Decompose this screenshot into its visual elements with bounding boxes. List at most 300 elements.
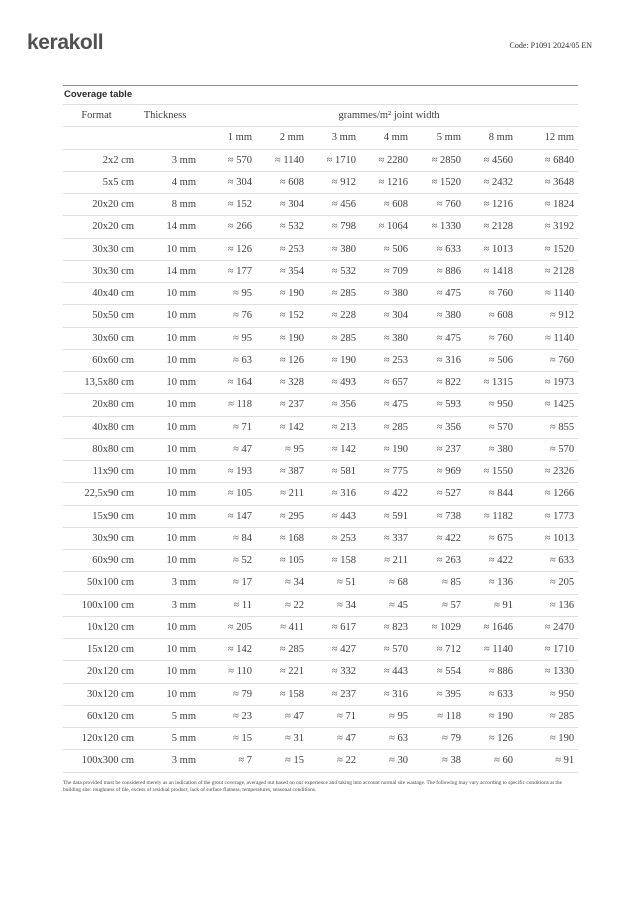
coverage-section: [63, 85, 578, 794]
coverage-cell: ≈ 1315: [465, 372, 517, 394]
coverage-cell: ≈ 105: [256, 550, 308, 572]
coverage-cell: ≈ 617: [308, 616, 360, 638]
coverage-cell: ≈ 422: [465, 550, 517, 572]
table-row: [63, 438, 578, 460]
joint-width-header: 8 mm: [465, 127, 517, 149]
table-row: [63, 171, 578, 193]
coverage-cell: ≈ 47: [308, 728, 360, 750]
table-row: [63, 416, 578, 438]
format-cell: 11x90 cm: [63, 461, 138, 483]
coverage-cell: ≈ 193: [200, 461, 256, 483]
coverage-cell: ≈ 822: [412, 372, 465, 394]
coverage-cell: ≈ 844: [465, 483, 517, 505]
joint-width-header: 12 mm: [517, 127, 578, 149]
table-row: [63, 594, 578, 616]
table-row: [63, 372, 578, 394]
coverage-cell: ≈ 152: [256, 305, 308, 327]
thickness-cell: 3 mm: [138, 594, 200, 616]
thickness-cell: 14 mm: [138, 216, 200, 238]
format-cell: 60x60 cm: [63, 349, 138, 371]
joint-width-header-row: [63, 127, 578, 149]
coverage-cell: ≈ 91: [465, 594, 517, 616]
coverage-cell: ≈ 380: [360, 283, 412, 305]
coverage-cell: ≈ 22: [308, 750, 360, 772]
coverage-cell: ≈ 285: [308, 327, 360, 349]
coverage-cell: ≈ 316: [308, 483, 360, 505]
coverage-cell: ≈ 205: [517, 572, 578, 594]
coverage-cell: ≈ 380: [360, 327, 412, 349]
coverage-cell: ≈ 304: [360, 305, 412, 327]
coverage-cell: ≈ 1182: [465, 505, 517, 527]
coverage-cell: ≈ 6840: [517, 149, 578, 171]
coverage-cell: ≈ 221: [256, 661, 308, 683]
coverage-cell: ≈ 11: [200, 594, 256, 616]
format-cell: 40x40 cm: [63, 283, 138, 305]
coverage-cell: ≈ 304: [256, 194, 308, 216]
coverage-cell: ≈ 190: [308, 349, 360, 371]
coverage-cell: ≈ 950: [465, 394, 517, 416]
coverage-cell: ≈ 475: [360, 394, 412, 416]
format-cell: 120x120 cm: [63, 728, 138, 750]
coverage-cell: ≈ 532: [308, 260, 360, 282]
coverage-cell: ≈ 380: [308, 238, 360, 260]
format-cell: 50x50 cm: [63, 305, 138, 327]
coverage-cell: ≈ 1710: [308, 149, 360, 171]
format-cell: 80x80 cm: [63, 438, 138, 460]
coverage-cell: ≈ 1425: [517, 394, 578, 416]
coverage-cell: ≈ 886: [465, 661, 517, 683]
coverage-cell: ≈ 34: [256, 572, 308, 594]
coverage-cell: ≈ 380: [412, 305, 465, 327]
table-title: Coverage table: [63, 85, 578, 104]
thickness-cell: 10 mm: [138, 683, 200, 705]
coverage-cell: ≈ 126: [465, 728, 517, 750]
coverage-cell: ≈ 68: [360, 572, 412, 594]
format-cell: 20x120 cm: [63, 661, 138, 683]
thickness-cell: 10 mm: [138, 461, 200, 483]
coverage-cell: ≈ 17: [200, 572, 256, 594]
coverage-cell: ≈ 177: [200, 260, 256, 282]
coverage-cell: ≈ 356: [308, 394, 360, 416]
thickness-cell: 10 mm: [138, 639, 200, 661]
thickness-cell: 10 mm: [138, 527, 200, 549]
coverage-cell: ≈ 79: [412, 728, 465, 750]
table-row: [63, 505, 578, 527]
empty-header-cell: [63, 127, 138, 149]
coverage-cell: ≈ 1773: [517, 505, 578, 527]
format-cell: 30x90 cm: [63, 527, 138, 549]
coverage-cell: ≈ 356: [412, 416, 465, 438]
coverage-cell: ≈ 2470: [517, 616, 578, 638]
table-row: [63, 149, 578, 171]
coverage-cell: ≈ 316: [412, 349, 465, 371]
coverage-cell: ≈ 79: [200, 683, 256, 705]
format-cell: 100x300 cm: [63, 750, 138, 772]
coverage-cell: ≈ 30: [360, 750, 412, 772]
coverage-cell: ≈ 570: [465, 416, 517, 438]
coverage-cell: ≈ 1710: [517, 639, 578, 661]
thickness-cell: 10 mm: [138, 483, 200, 505]
coverage-cell: ≈ 506: [465, 349, 517, 371]
table-row: [63, 461, 578, 483]
coverage-cell: ≈ 285: [360, 416, 412, 438]
coverage-cell: ≈ 190: [256, 327, 308, 349]
coverage-cell: ≈ 190: [465, 705, 517, 727]
coverage-cell: ≈ 253: [256, 238, 308, 260]
coverage-cell: ≈ 1646: [465, 616, 517, 638]
coverage-cell: ≈ 1140: [256, 149, 308, 171]
coverage-cell: ≈ 328: [256, 372, 308, 394]
thickness-cell: 8 mm: [138, 194, 200, 216]
table-row: [63, 238, 578, 260]
coverage-cell: ≈ 95: [360, 705, 412, 727]
coverage-cell: ≈ 205: [200, 616, 256, 638]
thickness-cell: 3 mm: [138, 750, 200, 772]
coverage-cell: ≈ 142: [256, 416, 308, 438]
table-row: [63, 260, 578, 282]
coverage-cell: ≈ 475: [412, 283, 465, 305]
thickness-cell: 10 mm: [138, 438, 200, 460]
coverage-cell: ≈ 456: [308, 194, 360, 216]
thickness-cell: 10 mm: [138, 661, 200, 683]
coverage-cell: ≈ 608: [465, 305, 517, 327]
format-cell: 10x120 cm: [63, 616, 138, 638]
table-row: [63, 661, 578, 683]
coverage-cell: ≈ 760: [517, 349, 578, 371]
table-row: [63, 616, 578, 638]
coverage-cell: ≈ 422: [360, 483, 412, 505]
thickness-cell: 3 mm: [138, 149, 200, 171]
table-row: [63, 728, 578, 750]
coverage-cell: ≈ 316: [360, 683, 412, 705]
coverage-cell: ≈ 266: [200, 216, 256, 238]
coverage-cell: ≈ 527: [412, 483, 465, 505]
coverage-cell: ≈ 2280: [360, 149, 412, 171]
footnote: The data provided must be considered merely as an indication of the grout coverage, averaged out based on our experience and taking into account normal site wastage. The following may vary according to specific conditions at the building site: roughness of tile, excess of residual product, lack of surface flatness, temperatures, seasonal conditions.: [63, 779, 562, 793]
coverage-cell: ≈ 1520: [412, 171, 465, 193]
coverage-cell: ≈ 136: [517, 594, 578, 616]
coverage-cell: ≈ 608: [360, 194, 412, 216]
coverage-cell: ≈ 126: [256, 349, 308, 371]
coverage-cell: ≈ 285: [517, 705, 578, 727]
coverage-cell: ≈ 2850: [412, 149, 465, 171]
coverage-cell: ≈ 395: [412, 683, 465, 705]
coverage-cell: ≈ 47: [200, 438, 256, 460]
coverage-cell: ≈ 147: [200, 505, 256, 527]
coverage-cell: ≈ 675: [465, 527, 517, 549]
thickness-cell: 10 mm: [138, 394, 200, 416]
joint-width-header: 2 mm: [256, 127, 308, 149]
coverage-cell: ≈ 337: [360, 527, 412, 549]
thickness-cell: 5 mm: [138, 728, 200, 750]
thickness-cell: 5 mm: [138, 705, 200, 727]
coverage-cell: ≈ 760: [465, 327, 517, 349]
coverage-cell: ≈ 1973: [517, 372, 578, 394]
format-cell: 20x20 cm: [63, 216, 138, 238]
coverage-cell: ≈ 823: [360, 616, 412, 638]
table-row: [63, 327, 578, 349]
coverage-cell: ≈ 2326: [517, 461, 578, 483]
coverage-cell: ≈ 443: [308, 505, 360, 527]
coverage-cell: ≈ 31: [256, 728, 308, 750]
coverage-cell: ≈ 85: [412, 572, 465, 594]
table-row: [63, 572, 578, 594]
coverage-cell: ≈ 253: [360, 349, 412, 371]
coverage-cell: ≈ 581: [308, 461, 360, 483]
format-cell: 20x20 cm: [63, 194, 138, 216]
coverage-cell: ≈ 190: [517, 728, 578, 750]
coverage-cell: ≈ 15: [256, 750, 308, 772]
joint-width-header: 4 mm: [360, 127, 412, 149]
coverage-cell: ≈ 118: [200, 394, 256, 416]
coverage-cell: ≈ 110: [200, 661, 256, 683]
coverage-cell: ≈ 45: [360, 594, 412, 616]
coverage-cell: ≈ 7: [200, 750, 256, 772]
table-row: [63, 750, 578, 772]
coverage-cell: ≈ 633: [517, 550, 578, 572]
coverage-cell: ≈ 95: [200, 327, 256, 349]
coverage-cell: ≈ 912: [517, 305, 578, 327]
table-row: [63, 639, 578, 661]
coverage-cell: ≈ 633: [412, 238, 465, 260]
thickness-cell: 10 mm: [138, 505, 200, 527]
coverage-cell: ≈ 237: [256, 394, 308, 416]
coverage-cell: ≈ 532: [256, 216, 308, 238]
coverage-cell: ≈ 2128: [465, 216, 517, 238]
table-row: [63, 305, 578, 327]
coverage-cell: ≈ 105: [200, 483, 256, 505]
coverage-cell: ≈ 47: [256, 705, 308, 727]
coverage-cell: ≈ 91: [517, 750, 578, 772]
coverage-cell: ≈ 332: [308, 661, 360, 683]
table-row: [63, 216, 578, 238]
coverage-cell: ≈ 709: [360, 260, 412, 282]
coverage-cell: ≈ 570: [517, 438, 578, 460]
coverage-cell: ≈ 76: [200, 305, 256, 327]
coverage-cell: ≈ 760: [465, 283, 517, 305]
table-row: [63, 483, 578, 505]
coverage-cell: ≈ 118: [412, 705, 465, 727]
coverage-cell: ≈ 1266: [517, 483, 578, 505]
coverage-cell: ≈ 380: [465, 438, 517, 460]
coverage-cell: ≈ 63: [200, 349, 256, 371]
format-cell: 22,5x90 cm: [63, 483, 138, 505]
format-cell: 2x2 cm: [63, 149, 138, 171]
coverage-cell: ≈ 1216: [360, 171, 412, 193]
coverage-cell: ≈ 158: [256, 683, 308, 705]
coverage-cell: ≈ 1418: [465, 260, 517, 282]
coverage-cell: ≈ 71: [308, 705, 360, 727]
coverage-cell: ≈ 1013: [465, 238, 517, 260]
coverage-cell: ≈ 95: [200, 283, 256, 305]
coverage-cell: ≈ 1140: [517, 327, 578, 349]
coverage-cell: ≈ 63: [360, 728, 412, 750]
coverage-cell: ≈ 23: [200, 705, 256, 727]
coverage-cell: ≈ 1140: [517, 283, 578, 305]
coverage-cell: ≈ 738: [412, 505, 465, 527]
thickness-cell: 4 mm: [138, 171, 200, 193]
format-cell: 15x120 cm: [63, 639, 138, 661]
coverage-cell: ≈ 1330: [412, 216, 465, 238]
format-cell: 60x90 cm: [63, 550, 138, 572]
coverage-cell: ≈ 1330: [517, 661, 578, 683]
coverage-cell: ≈ 554: [412, 661, 465, 683]
coverage-cell: ≈ 443: [360, 661, 412, 683]
coverage-cell: ≈ 136: [465, 572, 517, 594]
coverage-cell: ≈ 142: [200, 639, 256, 661]
coverage-cell: ≈ 15: [200, 728, 256, 750]
column-header-format: Format: [63, 105, 138, 127]
table-row: [63, 283, 578, 305]
format-cell: 15x90 cm: [63, 505, 138, 527]
coverage-cell: ≈ 855: [517, 416, 578, 438]
coverage-cell: ≈ 593: [412, 394, 465, 416]
format-cell: 40x80 cm: [63, 416, 138, 438]
coverage-cell: ≈ 22: [256, 594, 308, 616]
coverage-cell: ≈ 1013: [517, 527, 578, 549]
format-cell: 100x100 cm: [63, 594, 138, 616]
coverage-cell: ≈ 760: [412, 194, 465, 216]
coverage-cell: ≈ 1140: [465, 639, 517, 661]
coverage-cell: ≈ 263: [412, 550, 465, 572]
coverage-cell: ≈ 608: [256, 171, 308, 193]
format-cell: 30x60 cm: [63, 327, 138, 349]
coverage-cell: ≈ 84: [200, 527, 256, 549]
coverage-cell: ≈ 95: [256, 438, 308, 460]
thickness-cell: 10 mm: [138, 327, 200, 349]
coverage-cell: ≈ 34: [308, 594, 360, 616]
coverage-cell: ≈ 190: [256, 283, 308, 305]
coverage-cell: ≈ 4560: [465, 149, 517, 171]
coverage-cell: ≈ 213: [308, 416, 360, 438]
coverage-cell: ≈ 164: [200, 372, 256, 394]
coverage-cell: ≈ 1216: [465, 194, 517, 216]
coverage-cell: ≈ 1550: [465, 461, 517, 483]
thickness-cell: 10 mm: [138, 283, 200, 305]
coverage-cell: ≈ 57: [412, 594, 465, 616]
thickness-cell: 3 mm: [138, 572, 200, 594]
coverage-cell: ≈ 168: [256, 527, 308, 549]
coverage-cell: ≈ 506: [360, 238, 412, 260]
coverage-cell: ≈ 1824: [517, 194, 578, 216]
table-row: [63, 349, 578, 371]
coverage-cell: ≈ 950: [517, 683, 578, 705]
coverage-cell: ≈ 51: [308, 572, 360, 594]
coverage-cell: ≈ 285: [308, 283, 360, 305]
format-cell: 5x5 cm: [63, 171, 138, 193]
thickness-cell: 10 mm: [138, 372, 200, 394]
coverage-cell: ≈ 237: [412, 438, 465, 460]
coverage-cell: ≈ 1520: [517, 238, 578, 260]
coverage-cell: ≈ 354: [256, 260, 308, 282]
coverage-cell: ≈ 3192: [517, 216, 578, 238]
coverage-cell: ≈ 570: [360, 639, 412, 661]
joint-width-header: 5 mm: [412, 127, 465, 149]
thickness-cell: 10 mm: [138, 238, 200, 260]
coverage-cell: ≈ 152: [200, 194, 256, 216]
coverage-cell: ≈ 295: [256, 505, 308, 527]
coverage-table: [63, 104, 578, 773]
thickness-cell: 10 mm: [138, 550, 200, 572]
coverage-cell: ≈ 52: [200, 550, 256, 572]
format-cell: 30x120 cm: [63, 683, 138, 705]
document-code: Code: P1091 2024/05 EN: [509, 41, 592, 50]
coverage-cell: ≈ 253: [308, 527, 360, 549]
format-cell: 13,5x80 cm: [63, 372, 138, 394]
thickness-cell: 14 mm: [138, 260, 200, 282]
coverage-cell: ≈ 591: [360, 505, 412, 527]
empty-header-cell: [138, 127, 200, 149]
kerakoll-logo: kerakoll: [27, 31, 104, 54]
coverage-cell: ≈ 427: [308, 639, 360, 661]
coverage-cell: ≈ 2432: [465, 171, 517, 193]
format-cell: 60x120 cm: [63, 705, 138, 727]
column-header-thickness: Thickness: [138, 105, 200, 127]
coverage-cell: ≈ 304: [200, 171, 256, 193]
coverage-cell: ≈ 886: [412, 260, 465, 282]
thickness-cell: 10 mm: [138, 416, 200, 438]
coverage-cell: ≈ 912: [308, 171, 360, 193]
joint-width-header: 1 mm: [200, 127, 256, 149]
thickness-cell: 10 mm: [138, 349, 200, 371]
coverage-cell: ≈ 285: [256, 639, 308, 661]
coverage-cell: ≈ 211: [360, 550, 412, 572]
coverage-cell: ≈ 228: [308, 305, 360, 327]
table-row: [63, 550, 578, 572]
coverage-cell: ≈ 712: [412, 639, 465, 661]
coverage-cell: ≈ 237: [308, 683, 360, 705]
table-row: [63, 705, 578, 727]
coverage-cell: ≈ 71: [200, 416, 256, 438]
coverage-cell: ≈ 798: [308, 216, 360, 238]
coverage-cell: ≈ 1064: [360, 216, 412, 238]
coverage-cell: ≈ 190: [360, 438, 412, 460]
coverage-cell: ≈ 570: [200, 149, 256, 171]
coverage-cell: ≈ 142: [308, 438, 360, 460]
table-row: [63, 194, 578, 216]
coverage-cell: ≈ 969: [412, 461, 465, 483]
joint-width-header: 3 mm: [308, 127, 360, 149]
coverage-cell: ≈ 2128: [517, 260, 578, 282]
coverage-cell: ≈ 387: [256, 461, 308, 483]
coverage-cell: ≈ 38: [412, 750, 465, 772]
coverage-cell: ≈ 422: [412, 527, 465, 549]
format-cell: 30x30 cm: [63, 238, 138, 260]
coverage-cell: ≈ 775: [360, 461, 412, 483]
table-row: [63, 683, 578, 705]
coverage-cell: ≈ 60: [465, 750, 517, 772]
coverage-cell: ≈ 1029: [412, 616, 465, 638]
column-group-header: grammes/m² joint width: [200, 105, 578, 127]
format-cell: 30x30 cm: [63, 260, 138, 282]
coverage-cell: ≈ 126: [200, 238, 256, 260]
thickness-cell: 10 mm: [138, 305, 200, 327]
coverage-cell: ≈ 211: [256, 483, 308, 505]
table-row: [63, 394, 578, 416]
coverage-cell: ≈ 493: [308, 372, 360, 394]
coverage-cell: ≈ 158: [308, 550, 360, 572]
format-cell: 20x80 cm: [63, 394, 138, 416]
table-header-row: [63, 105, 578, 127]
coverage-cell: ≈ 475: [412, 327, 465, 349]
coverage-cell: ≈ 633: [465, 683, 517, 705]
thickness-cell: 10 mm: [138, 616, 200, 638]
coverage-cell: ≈ 411: [256, 616, 308, 638]
format-cell: 50x100 cm: [63, 572, 138, 594]
coverage-cell: ≈ 3648: [517, 171, 578, 193]
coverage-cell: ≈ 657: [360, 372, 412, 394]
table-row: [63, 527, 578, 549]
